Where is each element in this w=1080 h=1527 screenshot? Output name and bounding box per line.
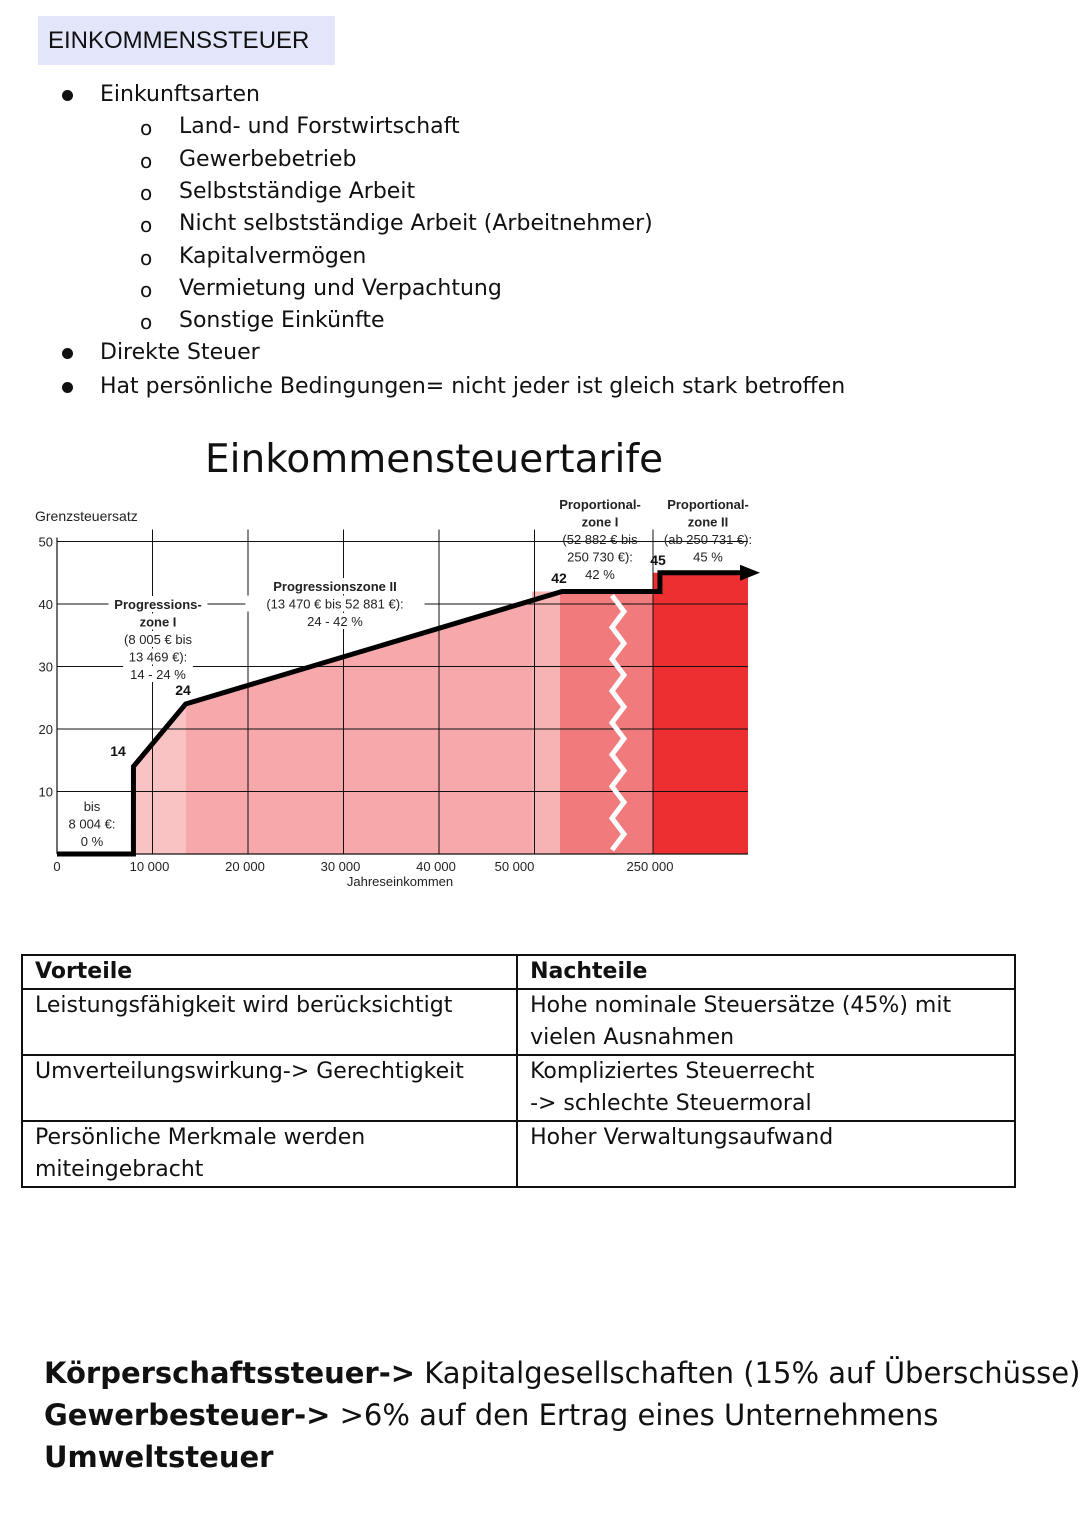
zone-label: 14 - 24 %	[130, 667, 186, 682]
x-tick-label: 10 000	[129, 859, 170, 874]
sub-list-item: Gewerbebetrieb	[179, 147, 357, 172]
zone-label: 8 004 €:	[68, 816, 116, 832]
sub-list-item: Sonstige Einkünfte	[179, 308, 385, 333]
list-item: Direkte Steuer	[100, 340, 260, 365]
zone-label: zone I	[139, 614, 177, 630]
y-tick-label: 20	[38, 722, 53, 737]
sub-list-item: Land- und Forstwirtschaft	[179, 114, 460, 139]
circle-bullet-icon: o	[140, 116, 153, 140]
section-heading: EINKOMMENSSTEUER	[38, 16, 335, 65]
zone-label: Progressionszone II	[273, 579, 397, 594]
bullet-icon	[62, 348, 73, 359]
circle-bullet-icon: o	[140, 310, 153, 334]
table-cell-pro: Persönliche Merkmale werden miteingebracht	[22, 1121, 517, 1187]
sub-list-item: Selbstständige Arbeit	[179, 179, 416, 204]
list-item: Hat persönliche Bedingungen= nicht jeder ist gleich stark betroffen	[100, 374, 846, 399]
zone-label: Progressions-	[114, 597, 202, 612]
x-axis-label: Jahreseinkommen	[346, 874, 454, 889]
bullet-icon	[62, 382, 73, 393]
header-advantages: Vorteile	[22, 955, 517, 989]
circle-bullet-icon: o	[140, 246, 153, 270]
footer-notes	[44, 1352, 1080, 1478]
sub-list-item: Kapitalvermögen	[179, 244, 367, 269]
zone2-band	[532, 592, 560, 855]
table-row	[22, 989, 1015, 1055]
list-item: Einkunftsarten	[100, 82, 260, 107]
x-tick-label: 40 000	[416, 859, 456, 874]
footer-line: Körperschaftssteuer-> Kapitalgesellschaften (15% auf Überschüsse)	[44, 1356, 1080, 1390]
y-tick-label: 10	[38, 784, 53, 800]
prop1-area	[560, 592, 653, 855]
zone-label: 42 %	[585, 567, 615, 582]
sub-list-item: Nicht selbstständige Arbeit (Arbeitnehmer)	[179, 211, 653, 236]
zone-label: Proportional-	[667, 497, 749, 512]
rate-point-label: 42	[551, 570, 567, 586]
table-header-row	[22, 955, 1015, 989]
chart-title: Einkommensteuertarife	[205, 437, 664, 482]
zone-label: (ab 250 731 €):	[663, 532, 753, 547]
y-axis-label: Grenzsteuersatz	[35, 508, 138, 524]
rate-point-label: 24	[175, 682, 191, 698]
y-tick-label: 50	[38, 534, 53, 550]
table-cell-con: Kompliziertes Steuerrecht -> schlechte Steuermoral	[517, 1055, 1015, 1121]
zone-label: bis	[83, 799, 101, 814]
table-cell-con: Hohe nominale Steuersätze (45%) mit vielen Ausnahmen	[517, 989, 1015, 1055]
footer-line: Umweltsteuer	[44, 1440, 274, 1474]
table-cell-con: Hoher Verwaltungsaufwand	[517, 1121, 1015, 1187]
zone-label: (8 005 € bis	[124, 632, 192, 647]
circle-bullet-icon: o	[140, 278, 153, 302]
zone-label: 13 469 €):	[128, 649, 188, 665]
y-tick-label: 40	[38, 597, 53, 612]
zone-label: (52 882 € bis	[562, 532, 638, 547]
x-tick-label: 20 000	[225, 859, 265, 874]
zone2-area	[186, 592, 562, 855]
y-tick-label: 30	[38, 659, 53, 675]
tax-rate-chart	[0, 490, 790, 900]
zone-label: 0 %	[80, 834, 104, 849]
footer-line: Gewerbesteuer-> >6% auf den Ertrag eines Unternehmens	[44, 1398, 939, 1432]
arrow-head-icon	[740, 565, 760, 581]
x-tick-label: 50 000	[494, 859, 535, 874]
x-tick-label: 30 000	[320, 859, 361, 874]
zone-label: 250 730 €):	[567, 549, 633, 565]
zone-label: zone I	[581, 514, 619, 530]
zone-label: 45 %	[693, 549, 723, 565]
table-row	[22, 1055, 1015, 1121]
zone1-area	[133, 704, 185, 854]
rate-point-label: 45	[650, 552, 666, 568]
header-disadvantages: Nachteile	[517, 955, 1015, 989]
rate-point-label: 14	[110, 743, 126, 759]
zone-label: Proportional-	[559, 497, 641, 512]
circle-bullet-icon: o	[140, 213, 153, 237]
table-row	[22, 1121, 1015, 1187]
sub-list-item: Vermietung und Verpachtung	[179, 276, 502, 301]
bullet-icon	[62, 90, 73, 101]
zone-label: (13 470 € bis 52 881 €):	[266, 596, 404, 612]
table-cell-pro: Umverteilungswirkung-> Gerechtigkeit	[22, 1055, 517, 1121]
circle-bullet-icon: o	[140, 149, 153, 173]
x-tick-label: 250 000	[626, 859, 674, 874]
table-cell-pro: Leistungsfähigkeit wird berücksichtigt	[22, 989, 517, 1055]
zone-label: 24 - 42 %	[307, 614, 363, 629]
y-tick-label: 0	[53, 859, 61, 874]
zone-label: zone II	[687, 514, 729, 530]
prop2-area	[653, 573, 748, 854]
circle-bullet-icon: o	[140, 181, 153, 205]
pros-cons-table	[21, 954, 1016, 1188]
